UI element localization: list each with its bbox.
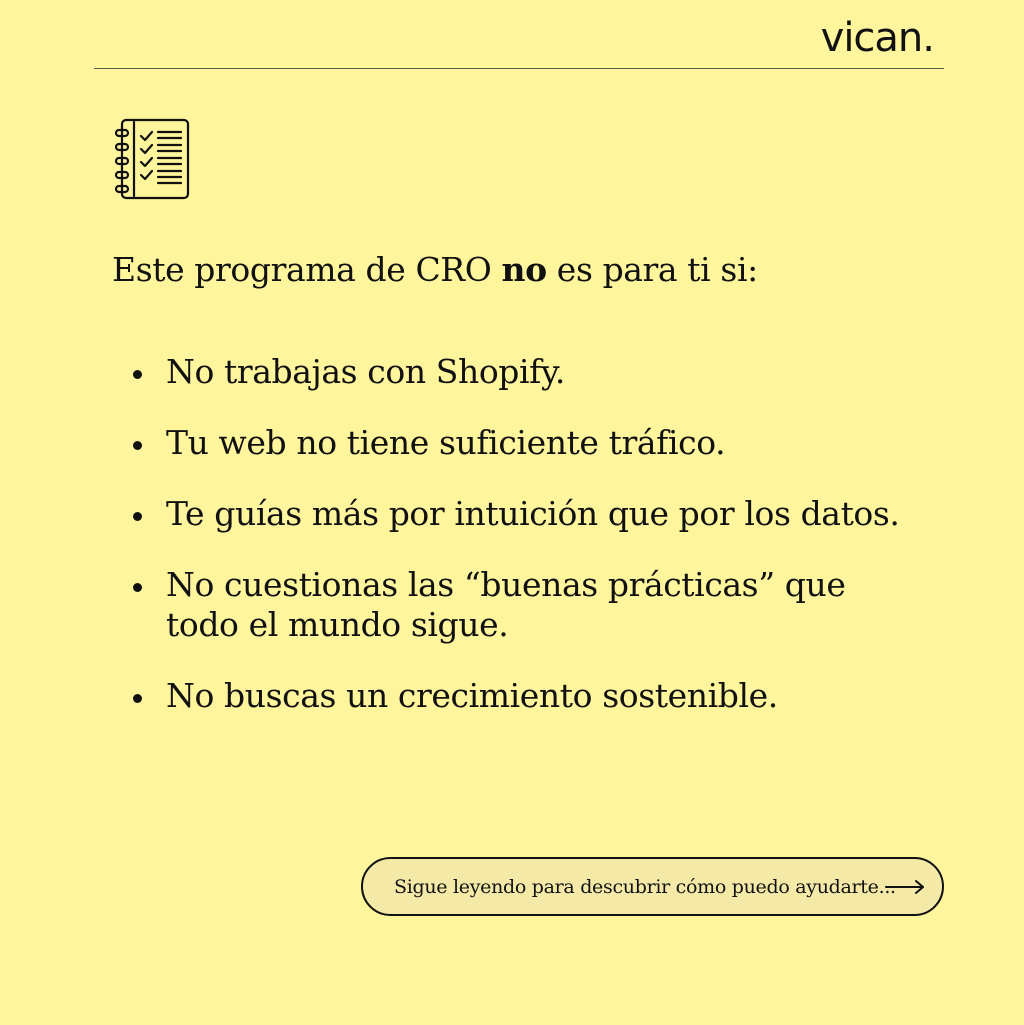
criteria-list [112, 352, 912, 747]
bullet-dot [133, 441, 142, 450]
list-item-text: No trabajas con Shopify. [166, 352, 565, 391]
list-item [112, 423, 912, 463]
continue-reading-label: Sigue leyendo para descubrir cómo puedo ayudarte... [394, 876, 896, 898]
list-item-text: No cuestionas las “buenas prácticas” que todo el mundo sigue. [166, 565, 846, 644]
intro-heading [112, 248, 758, 292]
bullet-dot [133, 512, 142, 521]
intro-text-before: Este programa de CRO [112, 250, 502, 289]
notebook-checklist-icon [112, 116, 192, 202]
bullet-dot [133, 583, 142, 592]
arrow-right-icon [884, 878, 926, 896]
header [94, 0, 944, 69]
intro-text-after: es para ti si: [546, 250, 758, 289]
list-item [112, 494, 912, 534]
list-item-text: Te guías más por intuición que por los datos. [166, 494, 900, 533]
brand-logo: vican. [820, 15, 934, 61]
list-item-text: Tu web no tiene suficiente tráfico. [166, 423, 726, 462]
list-item [112, 352, 912, 392]
intro-emphasis: no [501, 250, 547, 289]
continue-reading-button[interactable] [361, 857, 944, 916]
bullet-dot [133, 370, 142, 379]
list-item [112, 565, 912, 645]
bullet-dot [133, 694, 142, 703]
list-item [112, 676, 912, 716]
list-item-text: No buscas un crecimiento sostenible. [166, 676, 778, 715]
